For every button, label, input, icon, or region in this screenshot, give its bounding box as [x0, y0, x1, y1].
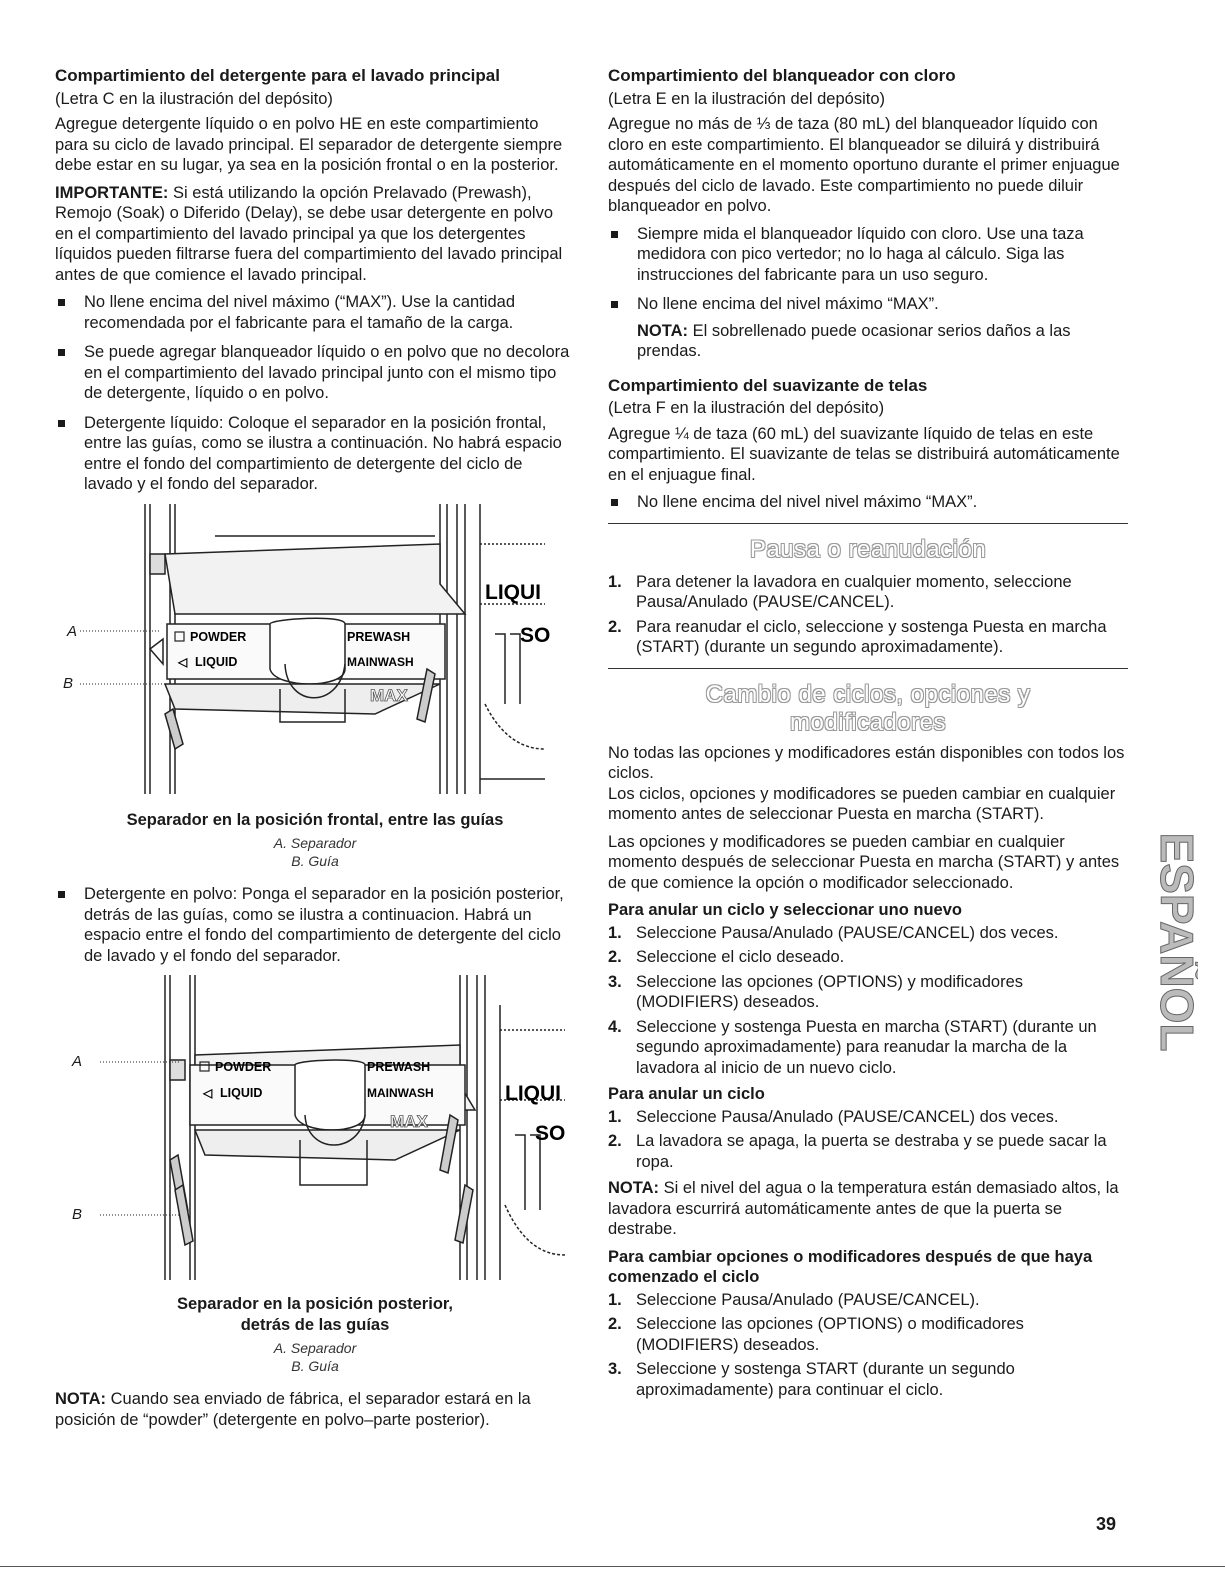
page-number: 39: [1096, 1514, 1117, 1534]
list-item: 1. Para detener la lavadora en cualquier momento, seleccione Pausa/Anulado (PAUSE/CANCEL).: [608, 572, 1072, 611]
liqui-label: LIQUI: [505, 1082, 561, 1105]
liqui-label: LIQUI: [485, 580, 541, 604]
title-line: Cambio de ciclos, opciones y: [705, 680, 1031, 708]
note-text: Cuando sea enviado de fábrica, el separador estará en la posición de “powder” (detergente en polvo–parte posterior).: [55, 1390, 531, 1429]
list-item: Siempre mida el blanqueador líquido con cloro. Use una taza medidora con pico vertedor; no lo haga al cálculo. Siga las instrucciones del fabricante para un uso seguro.: [608, 224, 1128, 286]
important-text: Si está utilizando la opción Prelavado (Prewash), Remojo (Soak) o Diferido (Delay), se debe usar detergente en polvo en el compartimiento del lavado principal ya que los detergentes líquidos pueden filtrarse fuera del compartimiento del lavado principal antes de que comience el lavado principal.: [55, 183, 563, 284]
note-label: NOTA:: [608, 1179, 660, 1197]
note-label: NOTA:: [637, 321, 689, 340]
cancel-steps: [608, 1107, 1128, 1173]
bleach-note: [637, 321, 1128, 362]
title-line: modificadores: [790, 708, 946, 736]
max-label: MAX: [390, 1112, 428, 1131]
legend-b: B. Guía: [291, 1358, 339, 1374]
powder-label: POWDER: [190, 629, 247, 644]
list-item: 1. Seleccione Pausa/Anulado (PAUSE/CANCEL) dos veces.: [608, 923, 1059, 942]
legend-b: B. Guía: [291, 853, 339, 869]
list-item: Detergente en polvo: Ponga el separador en la posición posterior, detrás de las guías, como se ilustra a continuacion. Habrá un espacio entre el fondo del compartimiento de detergente del ciclo de lavado y el fondo del separador.: [55, 884, 575, 966]
section-divider: [608, 668, 1128, 669]
change-paragraph-1: No todas las opciones y modificadores están disponibles con todos los ciclos.: [608, 743, 1125, 782]
legend-a: A. Separador: [273, 1340, 357, 1356]
cancel-note: [608, 1178, 1128, 1240]
important-paragraph: [55, 183, 575, 286]
cancel-new-steps: [608, 923, 1128, 1079]
change-paragraph-3: Las opciones y modificadores se pueden cambiar en cualquier momento después de seleccionar Puesta en marcha (START) y antes de que comience la opción o modificador seleccionado.: [608, 832, 1120, 892]
main-wash-bullets: [55, 292, 575, 495]
label-b: B: [63, 674, 74, 692]
softener-subtitle: (Letra F en la ilustración del depósito): [608, 399, 885, 417]
list-item: 3. Seleccione y sostenga START (durante un segundo aproximadamente) para continuar el ciclo.: [608, 1360, 1015, 1399]
caption-line: detrás de las guías: [240, 1315, 390, 1334]
list-item: No llene encima del nivel máximo (“MAX”). Use la cantidad recomendada por el fabricante para el tamaño de la carga.: [55, 292, 575, 333]
important-label: IMPORTANTE:: [55, 183, 169, 202]
pause-steps: [608, 572, 1128, 658]
softener-paragraph: Agregue ¼ de taza (60 mL) del suavizante líquido de telas en este compartimiento. El suavizante de telas se distribuirá automáticamente en el enjuague final.: [608, 424, 1120, 484]
prewash-label: PREWASH: [367, 1060, 431, 1074]
powder-bullet: [55, 884, 575, 966]
cancel-new-heading: Para anular un ciclo y seleccionar uno nuevo: [608, 901, 962, 919]
svg-text:◁: ◁: [178, 654, 188, 669]
list-item: No llene encima del nivel nivel máximo “MAX”.: [608, 492, 1128, 513]
label-b: B: [72, 1206, 83, 1223]
pause-section-title: Pausa o reanudación: [749, 535, 987, 563]
change-after-steps: [608, 1290, 1128, 1401]
note-label: NOTA:: [55, 1390, 107, 1408]
list-item: No llene encima del nivel máximo “MAX”.: [608, 294, 1128, 315]
powder-label: POWDER: [215, 1060, 272, 1074]
main-wash-paragraph: Agregue detergente líquido o en polvo HE en este compartimiento para su ciclo de lavado principal. El separador de detergente siempre debe estar en su lugar, ya sea en la posición frontal o en la posterior.: [55, 115, 563, 174]
list-item: Detergente líquido: Coloque el separador en la posición frontal, entre las guías, como se ilustra a continuación. No habrá espacio entre el fondo del compartimiento de detergente del ciclo de lavado y el fondo del separador.: [55, 413, 575, 495]
note-text: Si el nivel del agua o la temperatura están demasiado altos, la lavadora escurrirá automáticamente antes de que la puerta se destrabe.: [608, 1179, 1119, 1238]
dispenser-figure-rear: [55, 975, 575, 1290]
list-item: 1. Seleccione Pausa/Anulado (PAUSE/CANCEL).: [608, 1290, 980, 1309]
bottom-rule: [0, 1566, 1225, 1567]
caption-line: Separador en la posición posterior,: [177, 1295, 453, 1313]
legend-a: A. Separador: [273, 835, 357, 851]
list-item: 2. La lavadora se apaga, la puerta se destraba y se puede sacar la ropa.: [608, 1132, 1107, 1171]
list-item: 2. Seleccione las opciones (OPTIONS) o modificadores (MODIFIERS) deseados.: [608, 1315, 1024, 1354]
main-wash-subtitle: (Letra C en la ilustración del depósito): [55, 89, 333, 108]
prewash-label: PREWASH: [347, 629, 411, 644]
label-a: A: [72, 1053, 83, 1070]
language-side-tab: [1148, 820, 1198, 1065]
bleach-bullets: [608, 224, 1128, 315]
mainwash-label: MAINWASH: [347, 654, 414, 669]
list-item: 4. Seleccione y sostenga Puesta en marcha (START) (durante un segundo aproximadamente) para reanudar la marcha de la lavadora al inicio de un nuevo ciclo.: [608, 1017, 1097, 1077]
side-tab-label: ESPAÑOL: [1150, 832, 1198, 1052]
bleach-subtitle: (Letra E en la ilustración del depósito): [608, 89, 885, 108]
note-text: El sobrellenado puede ocasionar serios daños a las prendas.: [637, 321, 1071, 360]
so-label: SO: [535, 1122, 566, 1145]
change-section-title: [608, 681, 1128, 737]
softener-bullets: [608, 492, 1128, 513]
liquid-label: LIQUID: [220, 1086, 263, 1100]
main-wash-heading: Compartimiento del detergente para el lavado principal: [55, 66, 500, 85]
max-label: MAX: [370, 685, 408, 705]
bleach-heading: Compartimiento del blanqueador con cloro: [608, 66, 956, 85]
left-column: [55, 66, 575, 1437]
section-divider: [608, 523, 1128, 524]
label-a: A: [67, 622, 78, 640]
cancel-heading: Para anular un ciclo: [608, 1085, 765, 1103]
bleach-paragraph: Agregue no más de ⅓ de taza (80 mL) del blanqueador líquido con cloro en este compartimiento. El blanqueador se diluirá y distribuirá automáticamente en el momento oportuno durante el primer enjuague después del ciclo de lavado. Este compartimiento no puede diluir blanqueador en polvo.: [608, 115, 1120, 215]
figure-legend-front: [55, 834, 575, 870]
right-column: [608, 66, 1128, 1406]
dispenser-illustration-rear: [55, 975, 575, 1290]
softener-heading: Compartimiento del suavizante de telas: [608, 375, 928, 395]
list-item: 1. Seleccione Pausa/Anulado (PAUSE/CANCEL) dos veces.: [608, 1107, 1059, 1126]
figure-caption-rear: [55, 1294, 575, 1335]
svg-text:◁: ◁: [203, 1086, 213, 1100]
list-item: 2. Seleccione el ciclo deseado.: [608, 948, 845, 966]
list-item: 2. Para reanudar el ciclo, seleccione y sostenga Puesta en marcha (START) (durante un segundo aproximadamente).: [608, 617, 1107, 656]
list-item: Se puede agregar blanqueador líquido o en polvo que no decolora en el compartimiento del lavado principal junto con el mismo tipo de detergente, líquido o en polvo.: [55, 342, 575, 404]
list-item: 3. Seleccione las opciones (OPTIONS) y modificadores (MODIFIERS) deseados.: [608, 972, 1023, 1011]
figure-caption-front: Separador en la posición frontal, entre las guías: [126, 810, 504, 829]
factory-note: [55, 1389, 575, 1430]
mainwash-label: MAINWASH: [367, 1086, 434, 1100]
change-after-heading: Para cambiar opciones o modificadores después de que haya comenzado el ciclo: [608, 1247, 1093, 1286]
so-label: SO: [520, 623, 551, 647]
dispenser-illustration-front: [55, 504, 575, 804]
figure-legend-rear: [55, 1339, 575, 1375]
liquid-label: LIQUID: [195, 654, 238, 669]
dispenser-figure-front: [55, 504, 575, 804]
change-paragraph-2: Los ciclos, opciones y modificadores se pueden cambiar en cualquier momento antes de seleccionar Puesta en marcha (START).: [608, 784, 1116, 823]
